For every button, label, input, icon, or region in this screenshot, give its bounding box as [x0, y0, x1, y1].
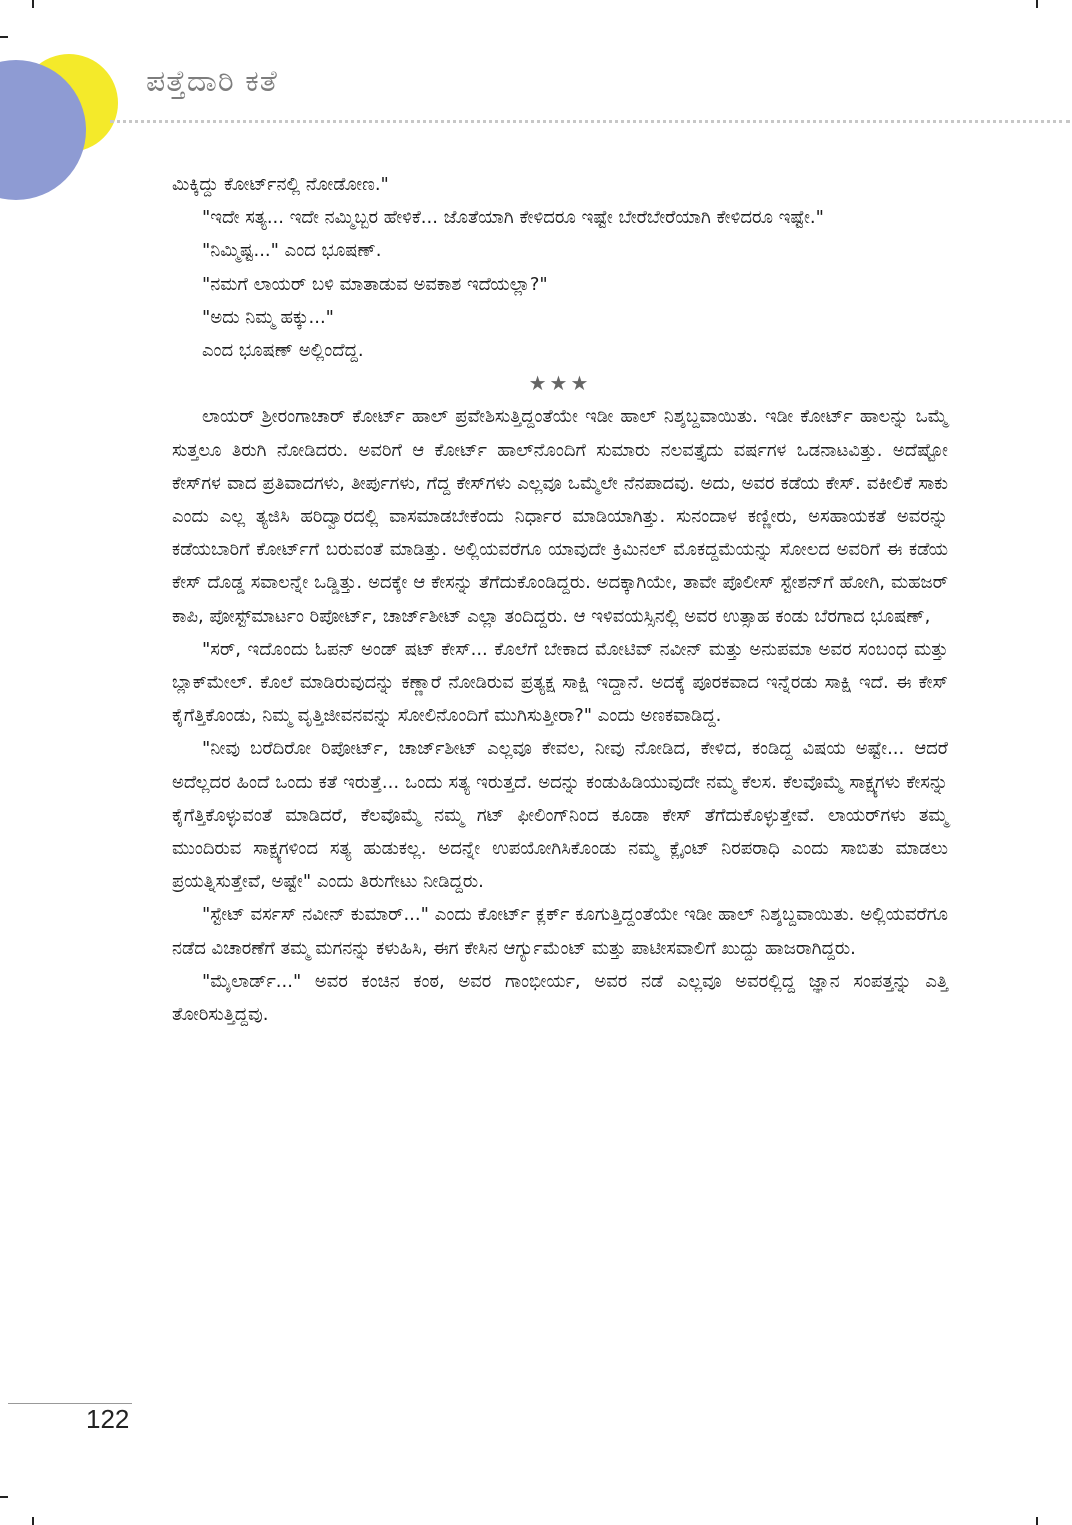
paragraph: ಲಾಯರ್ ಶ್ರೀರಂಗಾಚಾರ್ ಕೋರ್ಟ್ ಹಾಲ್ ಪ್ರವೇಶಿಸುತ್ತಿದ್ದಂತೆಯೇ ಇಡೀ ಹಾಲ್ ನಿಶ್ಶಬ್ದವಾಯಿತು. ಇಡೀ ಕೋರ್ಟ್ ಹಾಲನ್ನು ಒಮ್ಮೆ ಸುತ್ತಲೂ ತಿರುಗಿ ನೋಡಿದರು. ಅವರಿಗೆ ಆ ಕೋರ್ಟ್ ಹಾಲ್‌ನೊಂದಿಗೆ ಸುಮಾರು ನಲವತ್ತೈದು ವರ್ಷಗಳ ಒಡನಾಟವಿತ್ತು. ಅದೆಷ್ಟೋ ಕೇಸ್‌ಗಳ ವಾದ ಪ್ರತಿವಾದಗಳು, ತೀರ್ಪುಗಳು, ಗೆದ್ದ ಕೇಸ್‌ಗಳು ಎಲ್ಲವೂ ಒಮ್ಮೆಲೇ ನೆನಪಾದವು. ಅದು, ಅವರ ಕಡೆಯ ಕೇಸ್. ವಕೀಲಿಕೆ ಸಾಕು ಎಂದು ಎಲ್ಲ ತ್ಯಜಿಸಿ ಹರಿದ್ವಾರದಲ್ಲಿ ವಾಸಮಾಡಬೇಕೆಂದು ನಿರ್ಧಾರ ಮಾಡಿಯಾಗಿತ್ತು. ಸುನಂದಾಳ ಕಣ್ಣೀರು, ಅಸಹಾಯಕತೆ ಅವರನ್ನು ಕಡೆಯಬಾರಿಗೆ ಕೋರ್ಟ್‌ಗೆ ಬರುವಂತೆ ಮಾಡಿತ್ತು. ಅಲ್ಲಿಯವರೆಗೂ ಯಾವುದೇ ಕ್ರಿಮಿನಲ್ ಮೊಕದ್ದಮೆಯನ್ನು ಸೋಲದ ಅವರಿಗೆ ಈ ಕಡೆಯ ಕೇಸ್ ದೊಡ್ಡ ಸವಾಲನ್ನೇ ಒಡ್ಡಿತ್ತು. ಅದಕ್ಕೇ ಆ ಕೇಸನ್ನು ತೆಗೆದುಕೊಂಡಿದ್ದರು. ಅದಕ್ಕಾಗಿಯೇ, ತಾವೇ ಪೊಲೀಸ್ ಸ್ಟೇಶನ್‌ಗೆ ಹೋಗಿ, ಮಹಜರ್ ಕಾಪಿ, ಪೋಸ್ಟ್‌ಮಾರ್ಟಂ ರಿಪೋರ್ಟ್, ಚಾರ್ಜ್‌ಶೀಟ್ ಎಲ್ಲಾ ತಂದಿದ್ದರು. ಆ ಇಳಿವಯಸ್ಸಿನಲ್ಲಿ ಅವರ ಉತ್ಸಾಹ ಕಂಡು ಬೆರಗಾದ ಭೂಷಣ್,: [172, 406, 948, 627]
paragraph: "ನೀವು ಬರೆದಿರೋ ರಿಪೋರ್ಟ್, ಚಾರ್ಜ್‌ಶೀಟ್ ಎಲ್ಲವೂ ಕೇವಲ, ನೀವು ನೋಡಿದ, ಕೇಳಿದ, ಕಂಡಿದ್ದ ವಿಷಯ ಅಷ್ಟೇ... ಆದರೆ ಅದೆಲ್ಲದರ ಹಿಂದೆ ಒಂದು ಕತೆ ಇರುತ್ತೆ... ಒಂದು ಸತ್ಯ ಇರುತ್ತದೆ. ಅದನ್ನು ಕಂಡುಹಿಡಿಯುವುದೇ ನಮ್ಮ ಕೆಲಸ. ಕೆಲವೊಮ್ಮೆ ಸಾಕ್ಷ್ಯಗಳು ಕೇಸನ್ನು ಕೈಗೆತ್ತಿಕೊಳ್ಳುವಂತೆ ಮಾಡಿದರೆ, ಕೆಲವೊಮ್ಮೆ ನಮ್ಮ ಗಟ್ ಫೀಲಿಂಗ್‌ನಿಂದ ಕೂಡಾ ಕೇಸ್ ತೆಗೆದುಕೊಳ್ಳುತ್ತೇವೆ. ಲಾಯರ್‌ಗಳು ತಮ್ಮ ಮುಂದಿರುವ ಸಾಕ್ಷ್ಯಗಳಿಂದ ಸತ್ಯ ಹುಡುಕಲ್ಲ. ಅದನ್ನೇ ಉಪಯೋಗಿಸಿಕೊಂಡು ನಮ್ಮ ಕ್ಲೈಂಟ್ ನಿರಪರಾಧಿ ಎಂದು ಸಾಬಿತು ಮಾಡಲು ಪ್ರಯತ್ನಿಸುತ್ತೇವೆ, ಅಷ್ಟೇ" ಎಂದು ತಿರುಗೇಟು ನೀಡಿದ್ದರು.: [172, 738, 948, 893]
paragraph: "ನಿಮ್ಮಿಷ್ಟ..." ಎಂದ ಭೂಷಣ್.: [202, 240, 382, 262]
section-header-title: ಪತ್ತೆದಾರಿ ಕತೆ: [146, 64, 278, 99]
crop-mark-bottom-right: [1036, 1517, 1038, 1525]
section-separator-stars: ★★★: [528, 371, 592, 396]
paragraph: ಮಿಕ್ಕಿದ್ದು ಕೋರ್ಟ್‌ನಲ್ಲಿ ನೋಡೋಣ.": [172, 174, 389, 195]
crop-mark-bottom-left: [32, 1517, 34, 1525]
paragraph: "ಸರ್, ಇದೊಂದು ಓಪನ್ ಅಂಡ್ ಷಟ್ ಕೇಸ್... ಕೊಲೆಗೆ ಬೇಕಾದ ಮೋಟಿವ್ ನವೀನ್ ಮತ್ತು ಅನುಪಮಾ ಅವರ ಸಂಬಂಧ ಮತ್ತು ಬ್ಲಾಕ್‌ಮೇಲ್. ಕೊಲೆ ಮಾಡಿರುವುದನ್ನು ಕಣ್ಣಾರೆ ನೋಡಿರುವ ಪ್ರತ್ಯಕ್ಷ ಸಾಕ್ಷಿ ಇದ್ದಾನೆ. ಅದಕ್ಕೆ ಪೂರಕವಾದ ಇನ್ನೆರಡು ಸಾಕ್ಷಿ ಇದೆ. ಈ ಕೇಸ್ ಕೈಗೆತ್ತಿಕೊಂಡು, ನಿಮ್ಮ ವೃತ್ತಿಜೀವನವನ್ನು ಸೋಲಿನೊಂದಿಗೆ ಮುಗಿಸುತ್ತೀರಾ?" ಎಂದು ಅಣಕವಾಡಿದ್ದ.: [172, 638, 948, 727]
crop-mark-left-bottom: [0, 1496, 8, 1498]
page-number: 122: [86, 1404, 130, 1434]
story-body: [172, 168, 948, 1031]
crop-mark-left-top: [0, 36, 8, 38]
paragraph: "ಮೈಲಾರ್ಡ್..." ಅವರ ಕಂಚಿನ ಕಂಠ, ಅವರ ಗಾಂಭೀರ್ಯ, ಅವರ ನಡೆ ಎಲ್ಲವೂ ಅವರಲ್ಲಿದ್ದ ಜ್ಞಾನ ಸಂಪತ್ತನ್ನು ಎತ್ತಿ ತೋರಿಸುತ್ತಿದ್ದವು.: [172, 970, 948, 1026]
crop-mark-top-right: [1036, 0, 1038, 8]
paragraph: "ನಮಗೆ ಲಾಯರ್ ಬಳಿ ಮಾತಾಡುವ ಅವಕಾಶ ಇದೆಯಲ್ಲಾ?": [202, 273, 548, 295]
header-dotted-divider: [110, 120, 1070, 123]
crop-mark-top-left: [32, 0, 34, 8]
paragraph: "ಇದೇ ಸತ್ಯ... ಇದೇ ನಮ್ಮಿಬ್ಬರ ಹೇಳಿಕೆ... ಜೊತೆಯಾಗಿ ಕೇಳಿದರೂ ಇಷ್ಟೇ ಬೇರೆಬೇರೆಯಾಗಿ ಕೇಳಿದರೂ ಇಷ್ಟೇ.": [202, 207, 824, 229]
paragraph: ಎಂದ ಭೂಷಣ್ ಅಲ್ಲಿಂದೆದ್ದ.: [202, 340, 364, 362]
paragraph: "ಸ್ಟೇಟ್ ವರ್ಸಸ್ ನವೀನ್ ಕುಮಾರ್..." ಎಂದು ಕೋರ್ಟ್ ಕ್ಲರ್ಕ್ ಕೂಗುತ್ತಿದ್ದಂತೆಯೇ ಇಡೀ ಹಾಲ್ ನಿಶ್ಶಬ್ದವಾಯಿತು. ಅಲ್ಲಿಯವರೆಗೂ ನಡೆದ ವಿಚಾರಣೆಗೆ ತಮ್ಮ ಮಗನನ್ನು ಕಳುಹಿಸಿ, ಈಗ ಕೇಸಿನ ಆರ್ಗ್ಯುಮೆಂಟ್ ಮತ್ತು ಪಾಟೀಸವಾಲಿಗೆ ಖುದ್ದು ಹಾಜರಾಗಿದ್ದರು.: [172, 904, 948, 959]
paragraph: "ಅದು ನಿಮ್ಮ ಹಕ್ಕು...": [202, 306, 334, 328]
